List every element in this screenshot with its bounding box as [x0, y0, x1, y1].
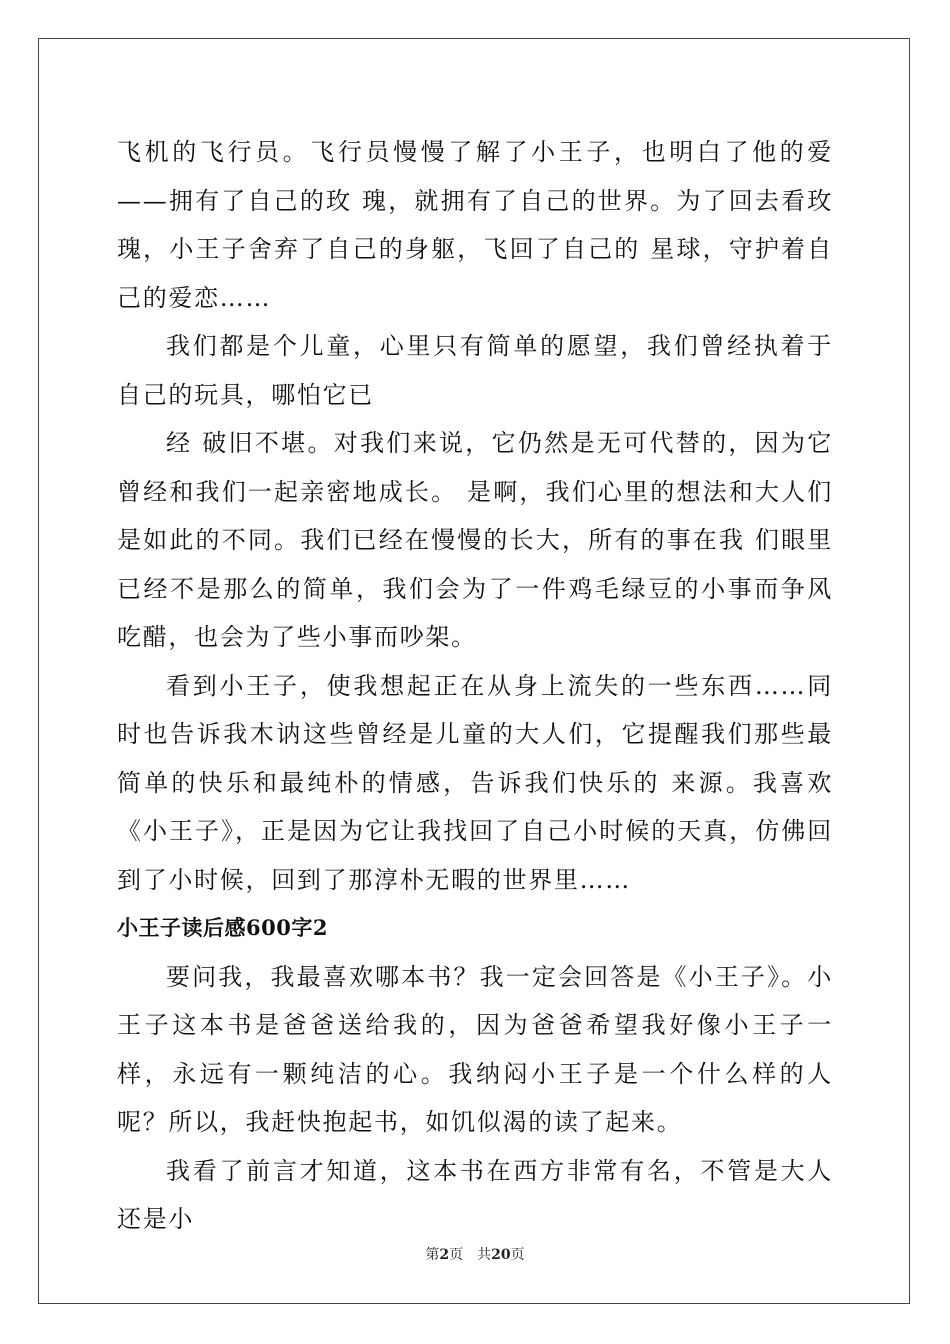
text-line: 我们都是个儿童，心里只有简单的愿望，我们曾经执着于自己的: [117, 332, 833, 409]
page-number: 2: [439, 1247, 450, 1263]
page-prefix: 第: [425, 1247, 440, 1263]
total-pages: 20: [491, 1247, 511, 1263]
paragraph: [117, 1147, 833, 1244]
text-line: 颗纯洁的心。我纳闷小王子是一个什么样的人呢？所以，我赶快抱起: [117, 1059, 833, 1136]
paragraph: [117, 953, 833, 1147]
page-suffix: 页: [449, 1247, 464, 1263]
paragraph: [117, 128, 833, 322]
text-line: 我看了前言才知道，这本书在西方非常有名，不管是大人还是小: [117, 1156, 833, 1233]
section-heading: 小王子读后感600字2: [117, 915, 328, 940]
text-line: 飞机的飞行员。飞行员慢慢了解了小王子，也明白了他的爱——拥有: [117, 138, 833, 215]
text-line: 要问我，我最喜欢哪本书？我一定会回答是《小王子》。小王子: [117, 962, 833, 1039]
text-line: 朴无暇的世界里……: [399, 865, 632, 894]
page-footer: [0, 1244, 950, 1264]
paragraph: [117, 419, 833, 662]
text-line: 最纯朴的情感，告诉我们快乐的 来源。我喜欢《小王子》，正是因: [117, 768, 833, 845]
total-suffix: 页: [510, 1247, 525, 1263]
text-line: 诉我木讷这些曾经是儿童的大人们，它提醒我们那些最简单的快乐和: [117, 720, 833, 797]
text-line: 玩具，哪怕它已: [194, 380, 375, 409]
text-line: 不同。我们已经在慢慢的长大，所有的事在我 们眼里已经不是那么: [117, 526, 833, 603]
paragraph: [117, 662, 833, 905]
text-line: 的简单，我们会为了一件鸡毛绿豆的小事而争风吃醋，也会为了些: [117, 574, 834, 651]
text-line: 看到小王子，使我想起正在从身上流失的一些东西……同时也告: [117, 671, 833, 748]
text-line: 经 破旧不堪。对我们来说，它仍然是无可代替的，因为它曾经: [117, 429, 833, 506]
paragraph: [117, 322, 833, 419]
document-body: [117, 128, 833, 1244]
text-line: 小事而吵架。: [322, 623, 477, 651]
text-line: 弃了自己的身躯，飞回了自己的 星球，守护着自己的爱恋……: [117, 235, 834, 312]
text-line: 书，如饥似渴的读了起来。: [374, 1108, 683, 1136]
text-line: 了自己的玫 瑰，就拥有了自己的世界。为了回去看玫瑰，小王子舍: [117, 186, 833, 263]
total-prefix: 共: [477, 1247, 492, 1263]
text-line: 和我们一起亲密地成长。 是啊，我们心里的想法和大人们是如此的: [117, 477, 834, 554]
text-line: 这本书是爸爸送给我的，因为爸爸希望我好像小王子一样，永远有一: [117, 1011, 833, 1088]
text-line: 为它让我找回了自己小时候的天真，仿佛回到了小时候，回到了那淳: [117, 817, 833, 894]
